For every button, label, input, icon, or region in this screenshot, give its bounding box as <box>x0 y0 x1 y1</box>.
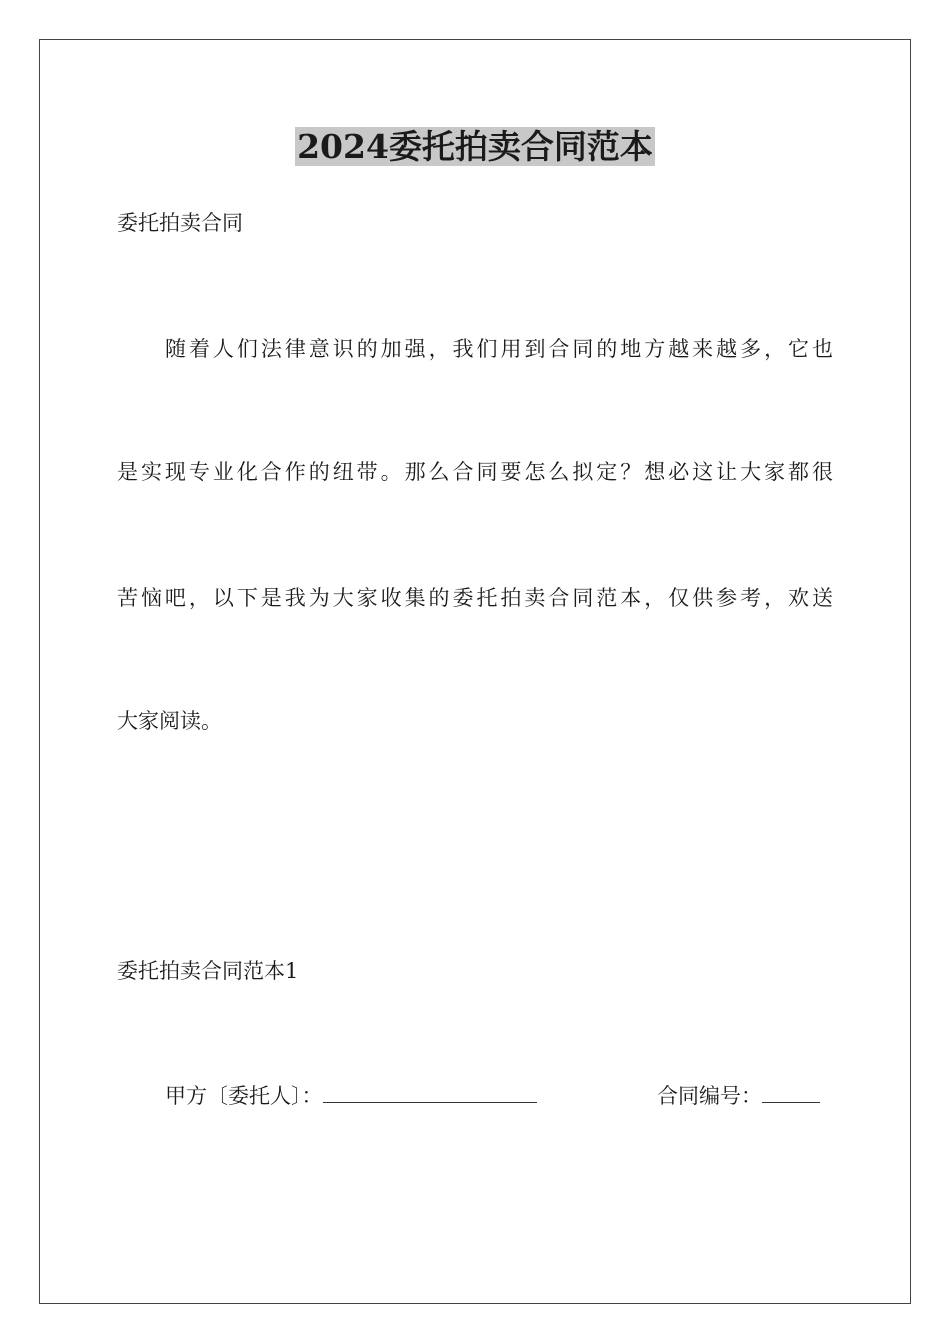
contract-heading: 委托拍卖合同 <box>117 211 243 235</box>
intro-paragraph-line-2: 是实现专业化合作的纽带。那么合同要怎么拟定？想必这让大家都很 <box>117 460 833 484</box>
section-title: 委托拍卖合同范本1 <box>117 959 299 983</box>
contract-number-label: 合同编号： <box>657 1084 762 1108</box>
intro-paragraph-line-1: 随着人们法律意识的加强，我们用到合同的地方越来越多，它也 <box>165 337 833 361</box>
party-a-blank <box>323 1082 537 1103</box>
party-a-label: 甲方〔委托人〕： <box>165 1084 323 1108</box>
contract-number-row <box>657 1081 820 1111</box>
intro-paragraph-line-3: 苦恼吧，以下是我为大家收集的委托拍卖合同范本，仅供参考，欢送 <box>117 586 833 610</box>
party-a-row <box>165 1081 537 1111</box>
contract-number-blank <box>762 1082 820 1103</box>
intro-paragraph-line-4: 大家阅读。 <box>117 709 222 733</box>
document-title <box>0 126 950 168</box>
document-title-text: 2024委托拍卖合同范本 <box>297 127 653 166</box>
